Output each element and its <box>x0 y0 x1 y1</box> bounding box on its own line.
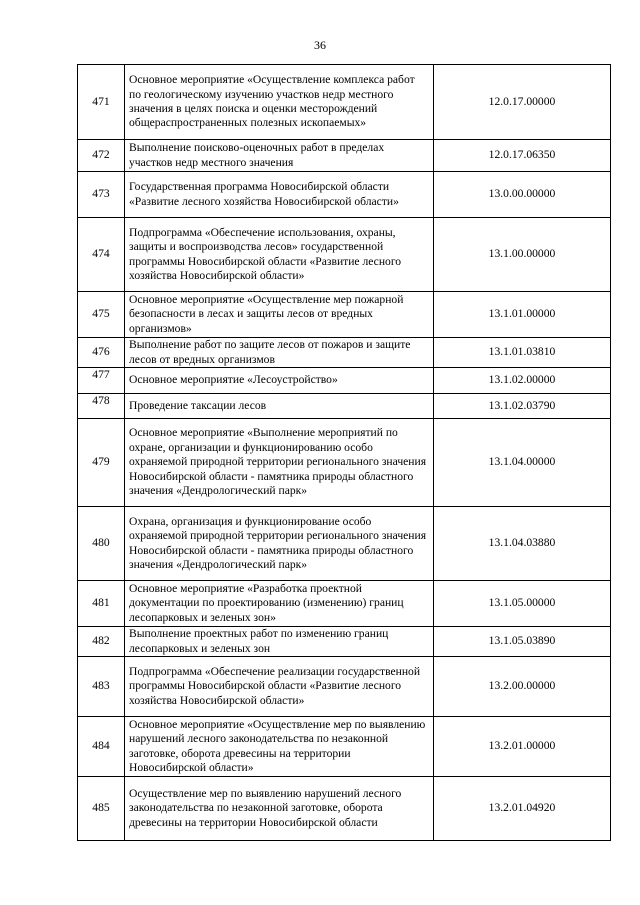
row-number: 477 <box>78 368 125 394</box>
row-number: 474 <box>78 218 125 292</box>
table-row <box>78 218 611 292</box>
row-name: Основное мероприятие «Лесоустройство» <box>125 368 434 394</box>
row-code: 12.0.17.06350 <box>434 140 611 172</box>
row-number: 475 <box>78 292 125 338</box>
row-name: Выполнение поисково-оценочных работ в пределах участков недр местного значения <box>125 140 434 172</box>
row-name: Охрана, организация и функционирование особо охраняемой природной территории регионального значения Новосибирской области - памятника природы областного значения «Дендрологический парк» <box>125 507 434 581</box>
row-code: 13.1.02.03790 <box>434 394 611 419</box>
row-number: 472 <box>78 140 125 172</box>
row-number: 478 <box>78 394 125 419</box>
row-name: Основное мероприятие «Осуществление мер по выявлению нарушений лесного законодательства по незаконной заготовке, оборота древесины на территории Новосибирской области» <box>125 717 434 777</box>
row-number: 479 <box>78 419 125 507</box>
row-code: 12.0.17.00000 <box>434 65 611 140</box>
row-code: 13.2.01.00000 <box>434 717 611 777</box>
page-number: 36 <box>314 38 326 52</box>
row-number: 471 <box>78 65 125 140</box>
row-code: 13.1.04.00000 <box>434 419 611 507</box>
row-code: 13.0.00.00000 <box>434 172 611 218</box>
row-number: 485 <box>78 777 125 841</box>
table-row <box>78 507 611 581</box>
row-number: 473 <box>78 172 125 218</box>
table-row <box>78 657 611 717</box>
table-row <box>78 292 611 338</box>
table-row <box>78 140 611 172</box>
row-name: Основное мероприятие «Осуществление комплекса работ по геологическому изучению участков недр местного значения в целях поиска и оценки месторождений общераспространенных полезных ископаемых» <box>125 65 434 140</box>
row-name: Подпрограмма «Обеспечение реализации государственной программы Новосибирской области «Развитие лесного хозяйства Новосибирской области» <box>125 657 434 717</box>
row-code: 13.1.01.03810 <box>434 338 611 368</box>
row-name: Государственная программа Новосибирской области «Развитие лесного хозяйства Новосибирской области» <box>125 172 434 218</box>
row-name: Основное мероприятие «Осуществление мер пожарной безопасности в лесах и защиты лесов от вредных организмов» <box>125 292 434 338</box>
row-code: 13.1.01.00000 <box>434 292 611 338</box>
row-number: 483 <box>78 657 125 717</box>
row-number: 476 <box>78 338 125 368</box>
row-name: Основное мероприятие «Выполнение мероприятий по охране, организации и функционированию особо охраняемой природной территории регионального значения Новосибирской области - памятника природы областного значения «Дендрологический парк» <box>125 419 434 507</box>
table-row <box>78 419 611 507</box>
row-code: 13.1.02.00000 <box>434 368 611 394</box>
table-row <box>78 717 611 777</box>
table-row <box>78 65 611 140</box>
table-row <box>78 172 611 218</box>
row-code: 13.1.04.03880 <box>434 507 611 581</box>
row-code: 13.1.00.00000 <box>434 218 611 292</box>
row-number: 484 <box>78 717 125 777</box>
row-name: Проведение таксации лесов <box>125 394 434 419</box>
row-code: 13.1.05.00000 <box>434 581 611 627</box>
row-code: 13.1.05.03890 <box>434 627 611 657</box>
row-name: Осуществление мер по выявлению нарушений лесного законодательства по незаконной заготовке, оборота древесины на территории Новосибирской области <box>125 777 434 841</box>
row-code: 13.2.00.00000 <box>434 657 611 717</box>
row-name: Подпрограмма «Обеспечение использования, охраны, защиты и воспроизводства лесов» государственной программы Новосибирской области «Развитие лесного хозяйства Новосибирской области» <box>125 218 434 292</box>
table-row <box>78 368 611 394</box>
table-row <box>78 777 611 841</box>
row-name: Основное мероприятие «Разработка проектной документации по проектированию (изменению) границ лесопарковых и зеленых зон» <box>125 581 434 627</box>
row-code: 13.2.01.04920 <box>434 777 611 841</box>
table-row <box>78 627 611 657</box>
row-number: 482 <box>78 627 125 657</box>
row-name: Выполнение проектных работ по изменению границ лесопарковых и зеленых зон <box>125 627 434 657</box>
classification-table <box>77 64 611 841</box>
table-row <box>78 581 611 627</box>
row-number: 480 <box>78 507 125 581</box>
table-row <box>78 338 611 368</box>
table-row <box>78 394 611 419</box>
row-number: 481 <box>78 581 125 627</box>
row-name: Выполнение работ по защите лесов от пожаров и защите лесов от вредных организмов <box>125 338 434 368</box>
